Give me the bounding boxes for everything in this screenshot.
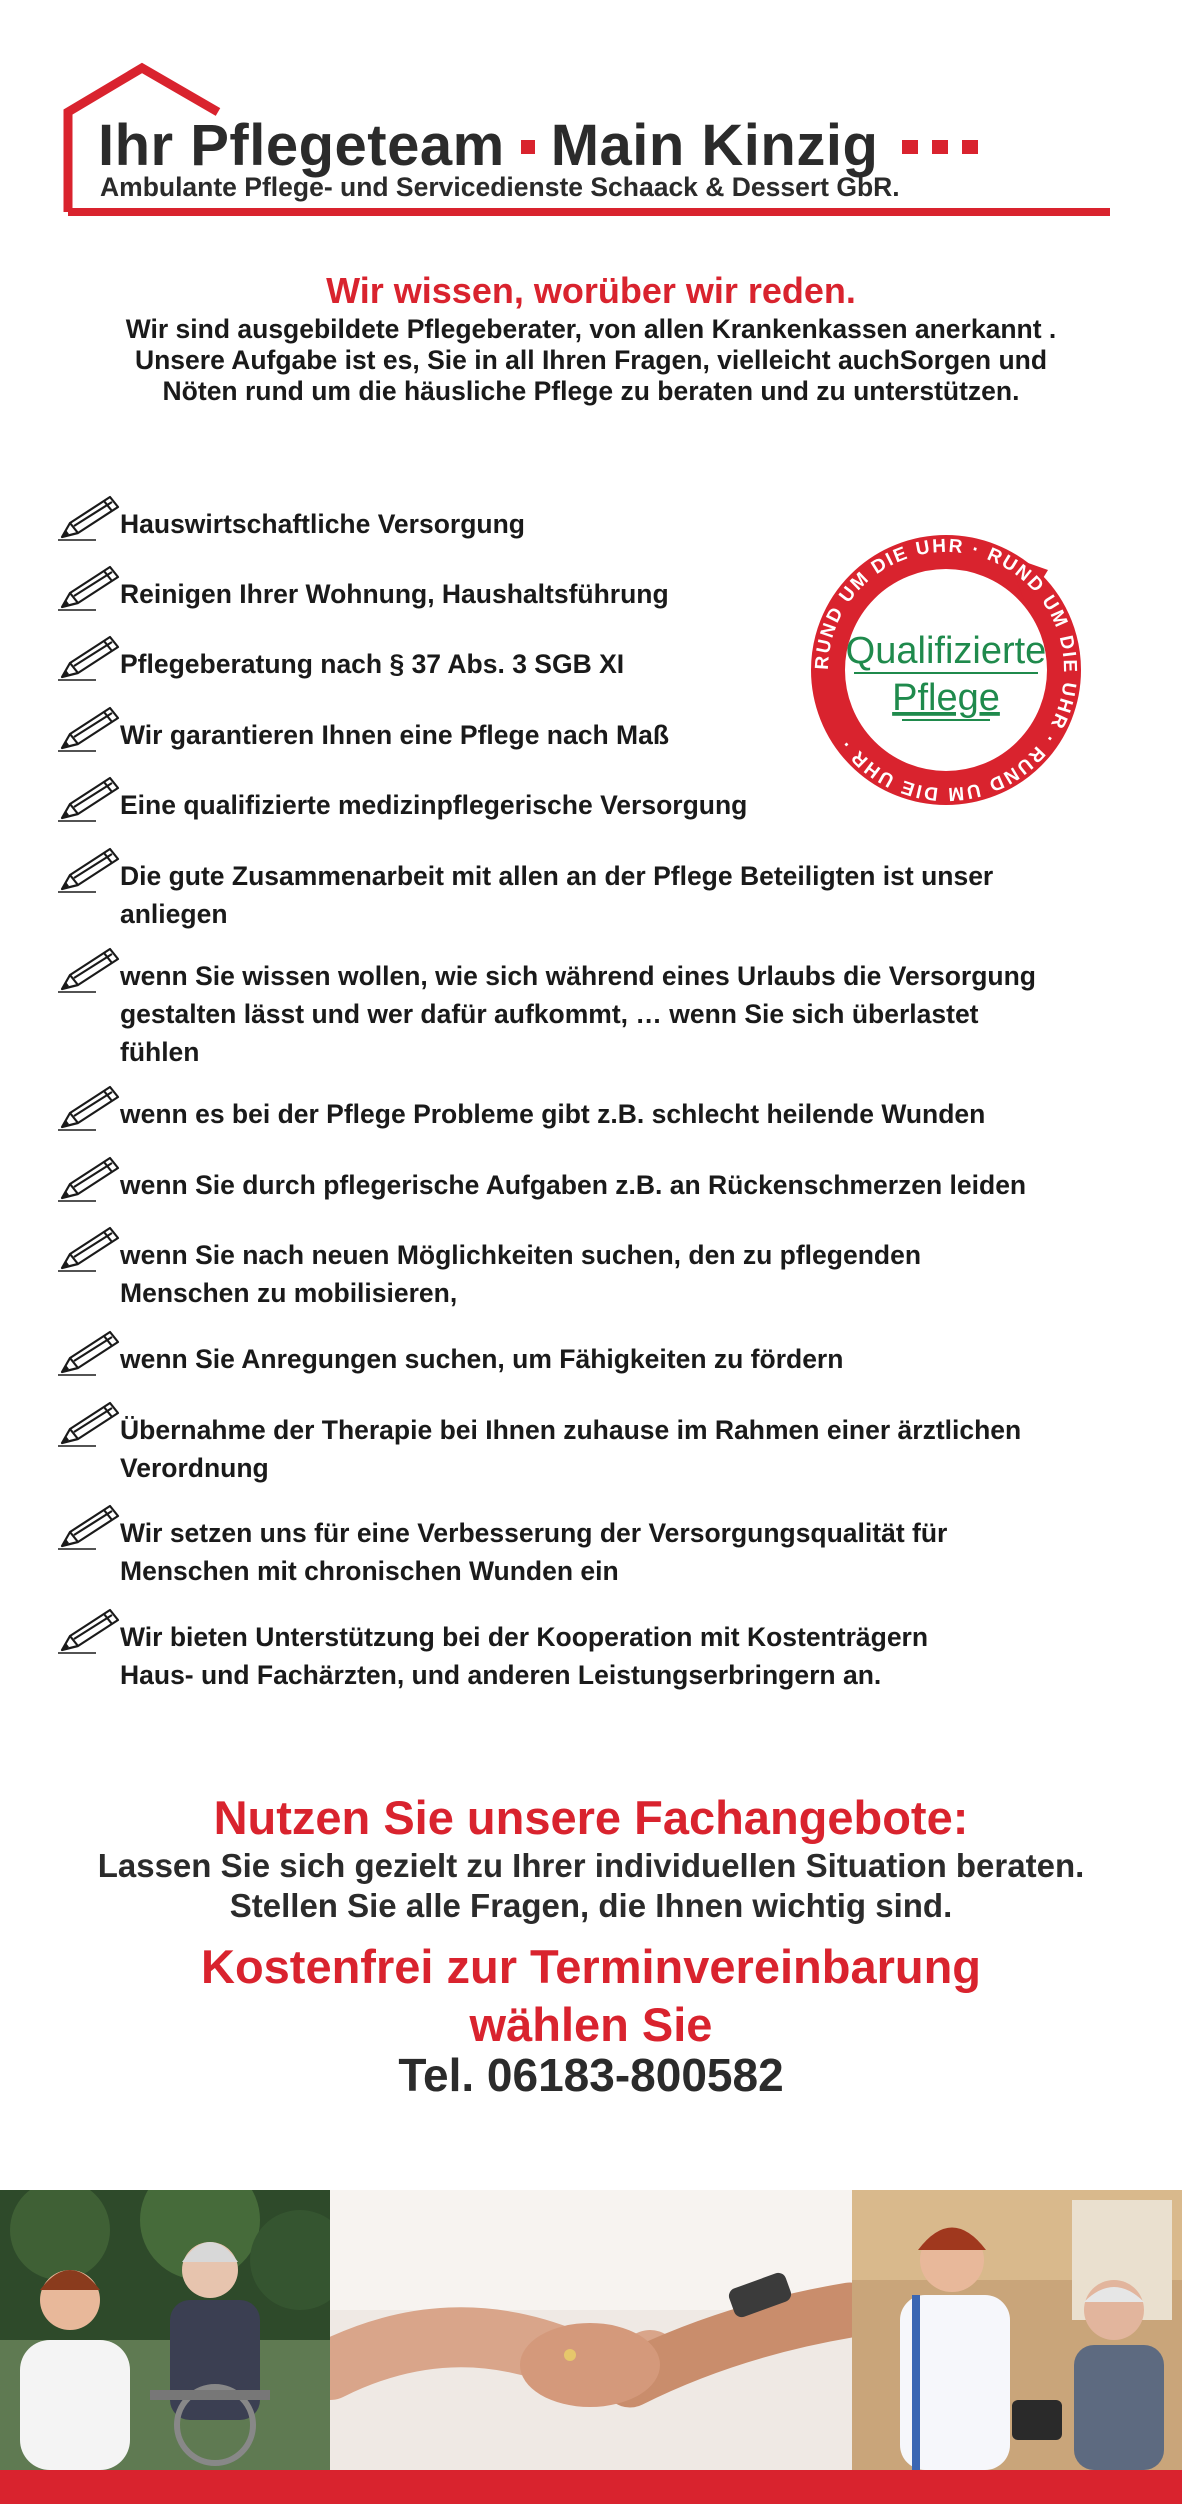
service-text [120,957,1036,1071]
pencil-icon [56,563,122,613]
service-text [120,645,624,683]
cta-heading: Nutzen Sie unsere Fachangebote: [213,1791,969,1844]
intro-text [60,314,1122,407]
service-text [120,1514,947,1590]
logo-subtitle: Ambulante Pflege- und Servicedienste Schaack & Dessert GbR. [100,172,900,202]
pencil-icon [56,1154,122,1204]
cta-text [0,1846,1182,1926]
service-text-line: Übernahme der Therapie bei Ihnen zuhause im Rahmen einer ärztlichen [120,1415,1022,1445]
service-text-line: Wir garantieren Ihnen eine Pflege nach Maß [120,720,670,750]
intro-line: Nöten rund um die häusliche Pflege zu beraten und zu unterstützen. [162,376,1020,406]
pencil-icon [56,1224,122,1274]
service-text-line: Pflegeberatung nach § 37 Abs. 3 SGB XI [120,649,625,679]
service-text-line: Reinigen Ihrer Wohnung, Haushaltsführung [120,579,669,609]
intro-line: Unsere Aufgabe ist es, Sie in all Ihren Fragen, vielleicht auchSorgen und [134,345,1048,375]
logo-squares-icon [888,112,978,179]
service-text-line: wenn Sie durch pflegerische Aufgaben z.B. an Rückenschmerzen leiden [120,1170,1027,1200]
footer-bar [0,2470,1182,2504]
pencil-icon [56,704,122,754]
pencil-icon [56,845,122,895]
service-text [120,1340,843,1378]
service-text-line: Haus- und Fachärzten, und anderen Leistungserbringern an. [120,1660,882,1690]
service-text-line: Eine qualifizierte medizinpflegerische Versorgung [120,790,748,820]
cta-free-appointment [0,1938,1182,2054]
badge-graphic [796,520,1096,820]
badge-ring-text: RUND UM DIE UHR · RUND UM DIE UHR · RUND UM DIE UHR · [811,535,1081,805]
service-text-line: Menschen mit chronischen Wunden ein [120,1556,619,1586]
cta-red-line: Kostenfrei zur Terminvereinbarung [201,1940,981,1993]
service-text [120,1618,928,1694]
logo-title [98,112,978,179]
service-text [120,716,669,754]
pencil-icon [56,1083,122,1133]
service-text [120,575,669,613]
service-text [120,1095,985,1133]
pencil-icon [56,774,122,824]
service-text-line: wenn Sie wissen wollen, wie sich während eines Urlaubs die Versorgung [120,961,1036,991]
service-text-line: wenn es bei der Pflege Probleme gibt z.B. schlecht heilende Wunden [120,1099,986,1129]
qualified-care-badge [796,520,1096,820]
photo-holding-hands [330,2190,852,2470]
cta-line: Lassen Sie sich gezielt zu Ihrer individuellen Situation beraten. [97,1847,1085,1884]
service-text [120,1166,1026,1204]
service-text-line: Wir setzen uns für eine Verbesserung der Versorgungsqualität für [120,1518,948,1548]
photo-nurse-blood-pressure [852,2190,1182,2470]
service-text [120,1411,1021,1487]
service-text-line: Verordnung [120,1453,269,1483]
service-text [120,857,993,933]
service-text-line: Die gute Zusammenarbeit mit allen an der Pflege Beteiligten ist unser [120,861,994,891]
intro-heading: Wir wissen, worüber wir reden. [326,270,856,311]
pencil-icon [56,1399,122,1449]
phone-number[interactable]: Tel. 06183-800582 [398,2049,784,2101]
service-text-line: gestalten lässt und wer dafür aufkommt, … wenn Sie sich überlastet [120,999,979,1029]
service-text-line: wenn Sie nach neuen Möglichkeiten suchen, den zu pflegenden [120,1240,922,1270]
pencil-icon [56,633,122,683]
logo-title-right: Main Kinzig [550,113,879,178]
photo-caregiver-wheelchair [0,2190,330,2470]
service-text-line: anliegen [120,899,228,929]
service-text [120,1236,921,1312]
cta-line: Stellen Sie alle Fragen, die Ihnen wichtig sind. [229,1887,953,1924]
badge-line2: Pflege [892,677,1000,719]
photo-strip [0,2190,1182,2470]
badge-line1: Qualifizierte [845,630,1047,672]
logo-square-icon [521,140,535,154]
pencil-icon [56,1502,122,1552]
service-text-line: wenn Sie Anregungen suchen, um Fähigkeiten zu fördern [120,1344,844,1374]
pencil-icon [56,1328,122,1378]
company-logo [60,60,1120,220]
service-text [120,505,525,543]
pencil-icon [56,1606,122,1656]
intro-line: Wir sind ausgebildete Pflegeberater, von allen Krankenkassen anerkannt . [125,314,1057,344]
cta-red-line: wählen Sie [469,1998,713,2051]
pencil-icon [56,493,122,543]
service-text-line: Wir bieten Unterstützung bei der Kooperation mit Kostenträgern [120,1622,929,1652]
pencil-icon [56,945,122,995]
service-text [120,786,747,824]
logo-title-left: Ihr Pflegeteam [98,113,505,178]
service-text-line: Hauswirtschaftliche Versorgung [120,509,525,539]
service-text-line: Menschen zu mobilisieren, [120,1278,458,1308]
service-text-line: fühlen [120,1037,200,1067]
